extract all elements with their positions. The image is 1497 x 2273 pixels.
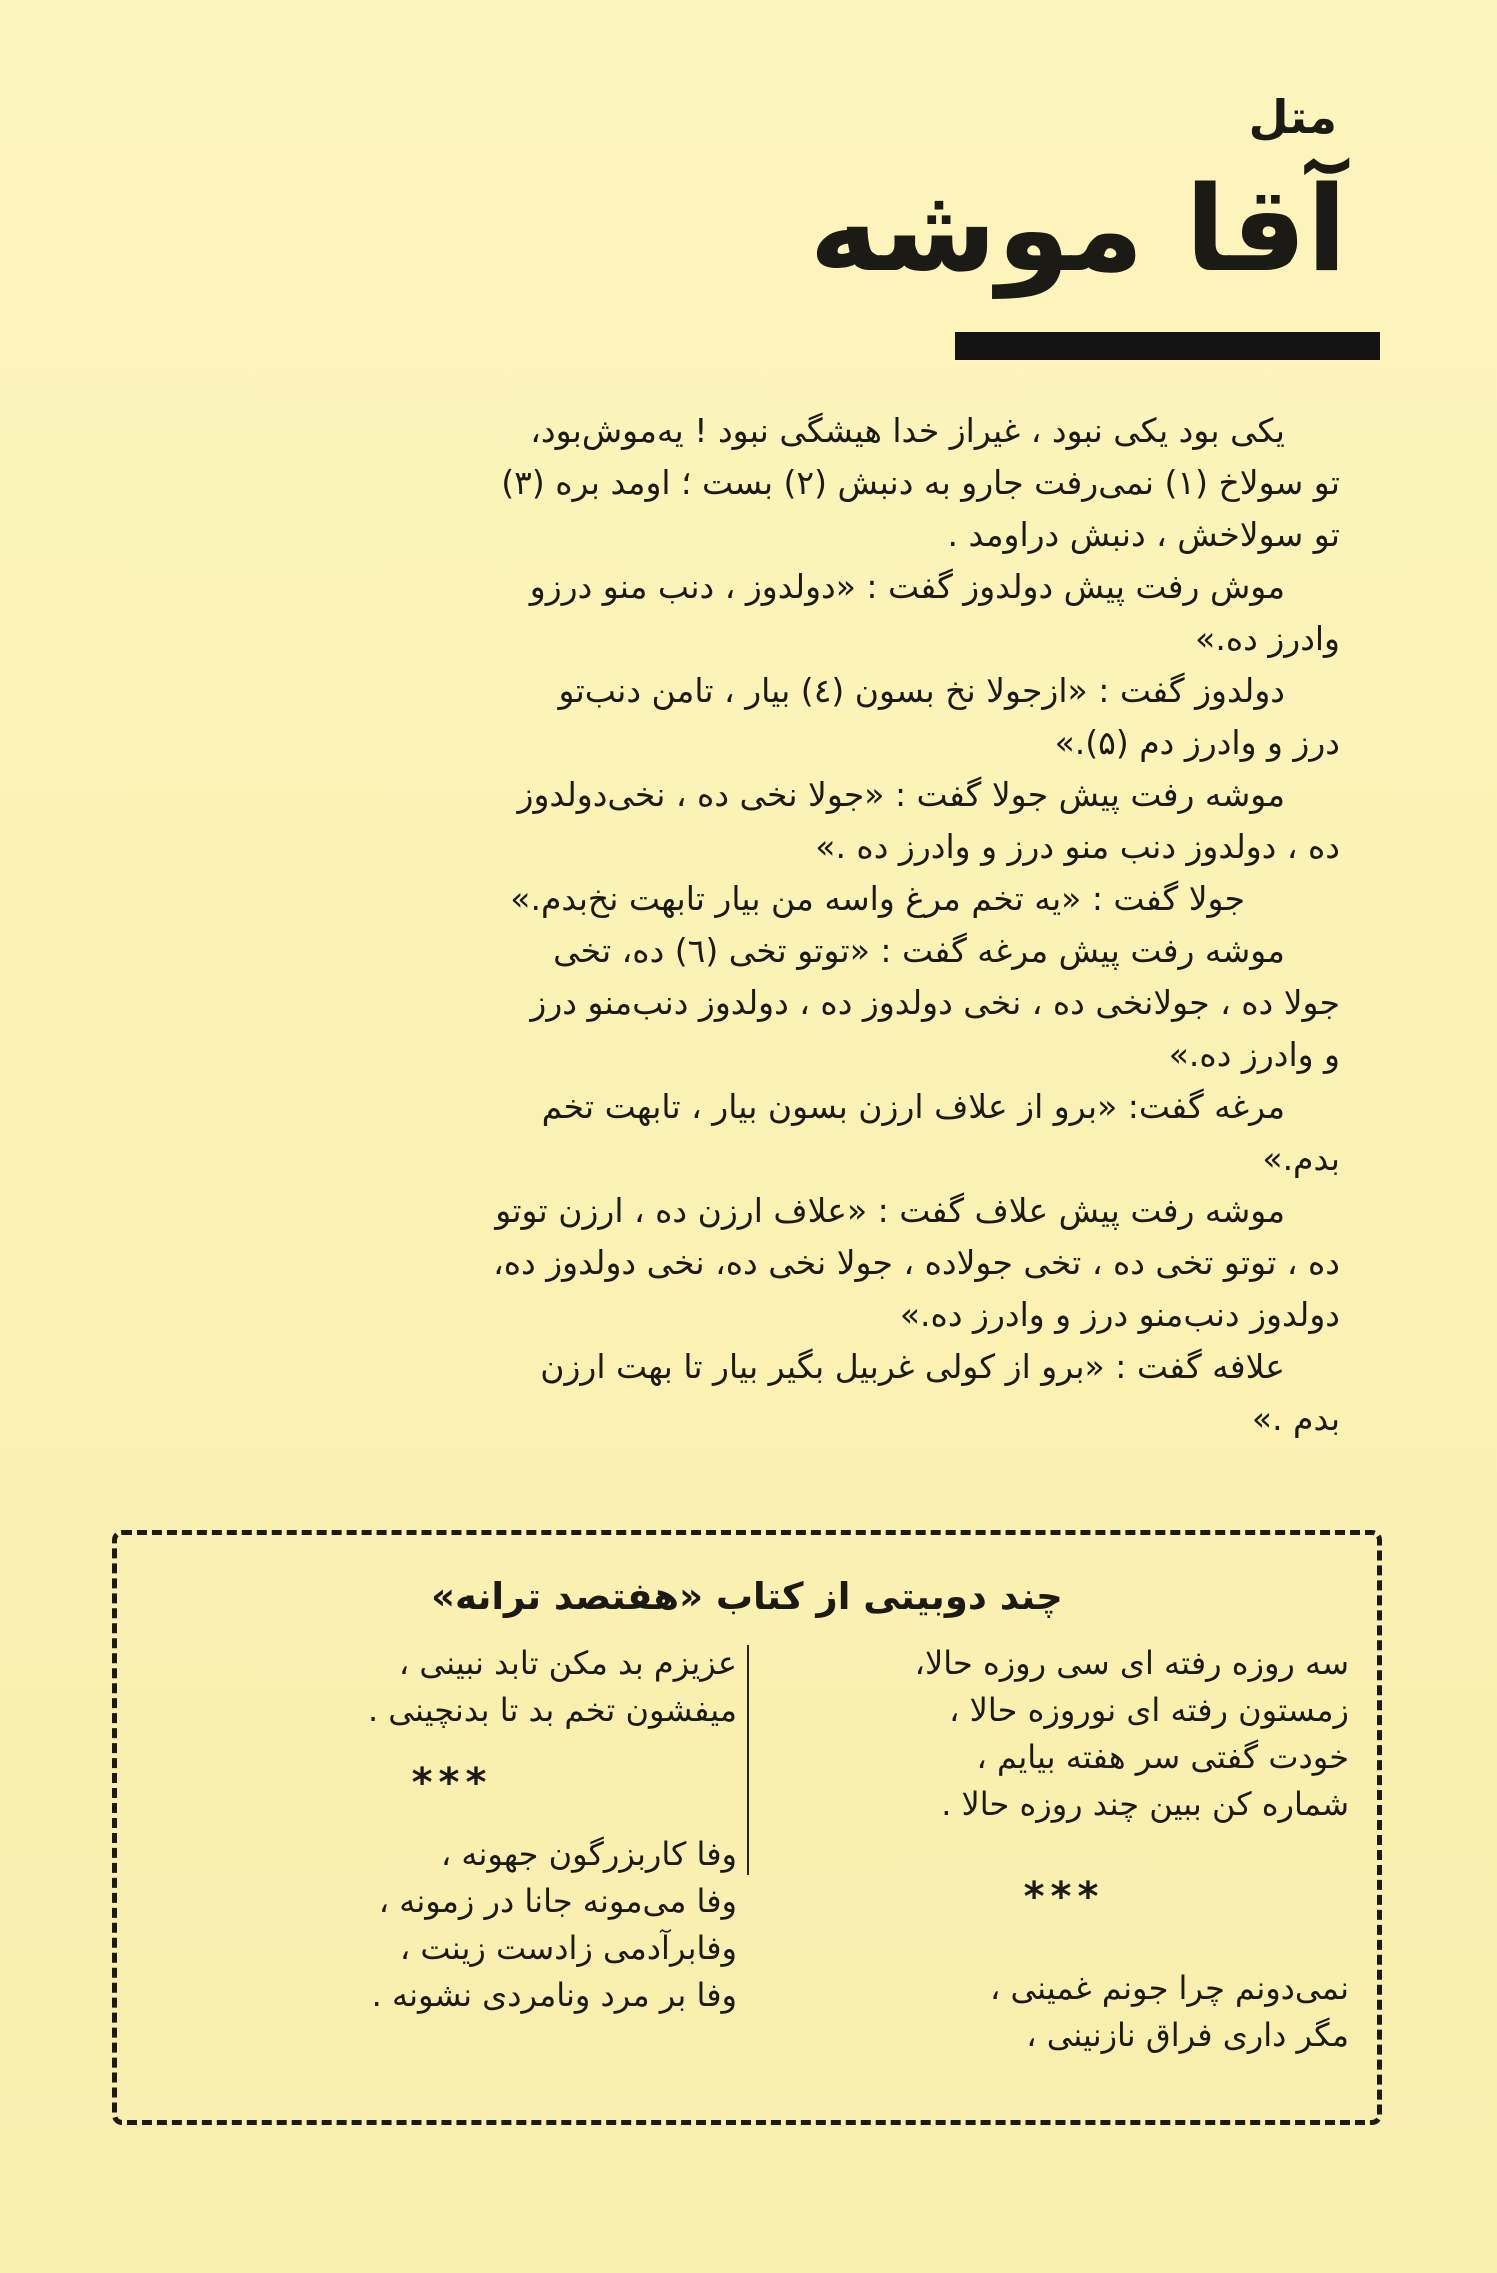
- section-kicker: متل: [1248, 90, 1337, 144]
- story-line: دولدوز گفت : «ازجولا نخ بسون (٤) بیار ، تامن دنب‌تو: [558, 671, 1285, 710]
- story-line: و وادرز ده.»: [1168, 1035, 1340, 1074]
- story-line: تو سولاخ (۱) نمی‌رفت جارو به دنبش (۲) بست ؛ اومد بره (۳): [501, 463, 1340, 502]
- story-line: تو سولاخش ، دنبش دراومد .: [947, 515, 1340, 554]
- verse-line: مگر داری فراق نازنینی ،: [1026, 2016, 1349, 2054]
- verse-line: شماره کن ببین چند روزه حالا .: [941, 1785, 1349, 1823]
- story-line: موشه رفت پیش علاف گفت : «علاف ارزن ده ، ارزن توتو: [495, 1191, 1285, 1230]
- poems-box-title: چند دوبیتی از کتاب «هفتصد ترانه»: [431, 1575, 1063, 1618]
- story-line: یکی بود یکی نبود ، غیراز خدا هیشگی نبود ! یه‌موش‌بود،: [530, 411, 1285, 450]
- story-line: مرغه گفت: «برو از علاف ارزن بسون بیار ، تابهت تخم: [541, 1087, 1285, 1126]
- poems-box: [112, 1530, 1382, 2125]
- verse-line: وفابرآدمی زادست زینت ،: [399, 1929, 737, 1967]
- story-line: ده ، توتو تخی ده ، تخی جولاده ، جولا نخی ده، نخی دولدوز ده،: [493, 1243, 1340, 1282]
- story-line: جولا ده ، جولانخی ده ، نخی دولدوز ده ، دولدوز دنب‌منو درز: [530, 983, 1340, 1022]
- verse-line: میفشون تخم بد تا بدنچینی .: [367, 1691, 737, 1729]
- verse-line: عزیزم بد مکن تابد نبینی ،: [398, 1644, 737, 1682]
- verse-line: زمستون رفته ای نوروزه حالا ،: [949, 1691, 1349, 1729]
- story-line: ده ، دولدوز دنب منو درز و وادرز ده .»: [815, 827, 1340, 866]
- story-line: وادرز ده.»: [1195, 619, 1340, 658]
- verse-line: وفا می‌مونه جانا در زمونه ،: [378, 1882, 737, 1920]
- story-line: موش رفت پیش دولدوز گفت : «دولدوز ، دنب منو درزو: [529, 567, 1285, 606]
- poems-right-column: [779, 1640, 1349, 2059]
- poems-left-column: [167, 1640, 737, 2019]
- verse-line: خودت گفتی سر هفته بیایم ،: [976, 1738, 1349, 1776]
- story-line: جولا گفت : «یه تخم مرغ واسه من بیار تابهت نخ‌بدم.»: [510, 879, 1245, 918]
- column-divider: [747, 1645, 749, 1875]
- stars-separator: ***: [1023, 1874, 1105, 1920]
- story-line: علافه گفت : «برو از کولی غربیل بگیر بیار تا بهت ارزن: [540, 1347, 1285, 1386]
- story-line: بدم.»: [1262, 1139, 1340, 1178]
- story-line: بدم .»: [1251, 1399, 1340, 1438]
- story-line: درز و وادرز دم (۵).»: [1054, 723, 1340, 762]
- story-body: [160, 405, 1340, 1445]
- verse-line: سه روزه رفته ای سی روزه حالا،: [914, 1644, 1349, 1682]
- stars-separator: ***: [411, 1760, 493, 1806]
- verse-line: وفا کاربزرگون جهونه ،: [440, 1835, 737, 1873]
- verse-line: نمی‌دونم چرا جونم غمینی ،: [989, 1969, 1349, 2007]
- title-underline-bar: [955, 332, 1380, 360]
- verse-line: وفا بر مرد ونامردی نشونه .: [371, 1976, 737, 2014]
- page-title: آقا موشه: [809, 160, 1347, 298]
- story-line: دولدوز دنب‌منو درز و وادرز ده.»: [899, 1295, 1340, 1334]
- story-line: موشه رفت پیش جولا گفت : «جولا نخی ده ، نخی‌دولدوز: [517, 775, 1285, 814]
- story-line: موشه رفت پیش مرغه گفت : «توتو تخی (٦) ده، تخی: [553, 931, 1285, 970]
